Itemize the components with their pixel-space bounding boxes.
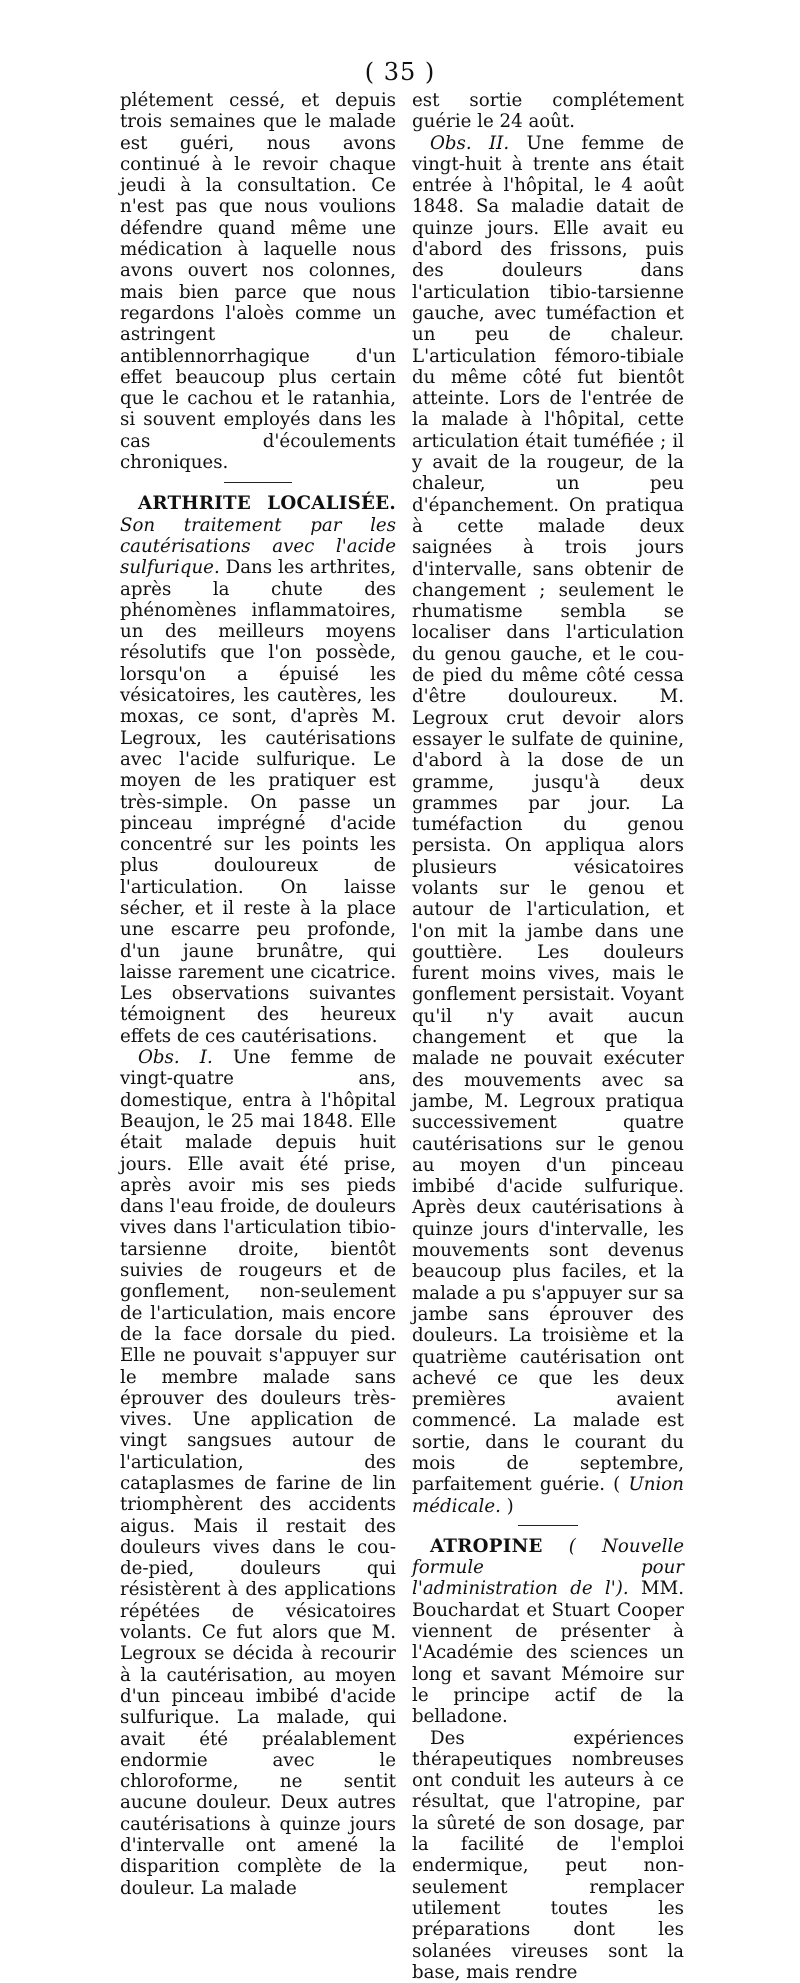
- section-heading-arthrite: ARTHRITE LOCALISÉE.: [138, 493, 396, 515]
- paragraph-atropine-intro: MM. Bouchardat et Stuart Cooper viennent de présenter à l'Académie des sciences un long et savant Mémoire sur le principe actif de la belladone.: [412, 1578, 684, 1728]
- paragraph-atropine-experiments: Des expériences thérapeutiques nombreuses ont conduit les auteurs à ce résultat, que l'atropine, par la sûreté de son dosage, par la facilité de l'emploi endermique, peut non-seulement remplacer utilement toutes les préparations dont les solanées vireuses sont la base, mais rendre: [412, 1727, 684, 1983]
- section-atropine: [412, 1536, 684, 1728]
- observation-1: [120, 1047, 396, 1899]
- section-separator: [224, 482, 292, 483]
- page-number: ( 35 ): [364, 58, 436, 86]
- paragraph-aloes-conclusion: plétement cessé, et depuis trois semaines que le malade est guéri, nous avons continué à le revoir chaque jeudi à la consultation. Ce n'est pas que nous voulions défendre quand même une médication à laquelle nous avons ouvert nos colonnes, mais bien parce que nous regardons l'aloès comme un astringent antiblennorrhagique d'un effet beaucoup plus certain que le cachou et le ratanhia, si souvent employés dans les cas d'écoulements chroniques.: [120, 90, 396, 474]
- source-citation: Union médicale.: [412, 1474, 684, 1517]
- section-subtitle-atropine: ( Nouvelle formule pour l'administration de l').: [412, 1535, 684, 1600]
- paragraph-arthrite-intro: Dans les arthrites, après la chute des phénomènes inflammatoires, un des meilleurs moyens résolutifs que l'on possède, lorsqu'on a épuisé les vésicatoires, les cautères, les moxas, ce sont, d'après M. Legroux, les cautérisations avec l'acide sulfurique. Le moyen de les pratiquer est très-simple. On passe un pinceau imprégné d'acide concentré sur les points les plus douloureux de l'articulation. On laisse sécher, et il reste à la place une escarre peu profonde, d'un jaune brunâtre, qui laisse rarement une cicatrice. Les observations suivantes témoignent des heureux effets de ces cautérisations.: [120, 557, 396, 1047]
- observation-1-text: Une femme de vingt-quatre ans, domestique, entra à l'hôpital Beaujon, le 25 mai 1848. Elle était malade depuis huit jours. Elle avait été prise, après avoir mis ses pieds dans l'eau froide, de douleurs vives dans l'articulation tibio-tarsienne droite, bientôt suivies de rougeurs et de gonflement, non-seulement de l'articulation, mais encore de la face dorsale du pied. Elle ne pouvait s'appuyer sur le membre malade sans éprouver des douleurs très-vives. Une application de vingt sangsues autour de l'articulation, des cataplasmes de farine de lin triomphèrent des accidents aigus. Mais il restait des douleurs vives dans le cou-de-pied, douleurs qui résistèrent à des applications répétées de vésicatoires volants. Ce fut alors que M. Legroux se décida à recourir à la cautérisation, au moyen d'un pinceau imbibé d'acide sulfurique. La malade, qui avait été préalablement endormie avec le chloroforme, ne sentit aucune douleur. Deux autres cautérisations à quinze jours d'intervalle ont amené la disparition complète de la douleur. La malade: [120, 1047, 396, 1899]
- section-subtitle-arthrite: Son traitement par les cautérisations avec l'acide sulfurique.: [120, 514, 396, 579]
- observation-1-continued: est sortie complétement guérie le 24 août.: [412, 90, 684, 133]
- right-column: [412, 90, 684, 1983]
- observation-1-label: Obs. I.: [138, 1047, 213, 1069]
- section-heading-atropine: ATROPINE: [430, 1535, 543, 1557]
- observation-2: [412, 133, 684, 1517]
- citation-close: ): [506, 1495, 514, 1517]
- section-arthrite: [120, 493, 396, 1047]
- left-column: [120, 90, 396, 1899]
- observation-2-label: Obs. II.: [430, 132, 510, 154]
- section-separator: [518, 1525, 578, 1526]
- observation-2-text: Une femme de vingt-huit à trente ans était entrée à l'hôpital, le 4 août 1848. Sa maladie datait de quinze jours. Elle avait eu d'abord des frissons, puis des douleurs dans l'articulation tibio-tarsienne gauche, avec tuméfaction et un peu de chaleur. L'articulation fémoro-tibiale du même côté fut bientôt atteinte. Lors de l'entrée de la malade à l'hôpital, cette articulation était tuméfiée ; il y avait de la rougeur, de la chaleur, un peu d'épanchement. On pratiqua à cette malade deux saignées à trois jours d'intervalle, sans obtenir de changement ; seulement le rhumatisme sembla se localiser dans l'articulation du genou gauche, et le cou-de pied du même côté cessa d'être douloureux. M. Legroux crut devoir alors essayer le sulfate de quinine, d'abord à la dose de un gramme, jusqu'à deux grammes par jour. La tuméfaction du genou persista. On appliqua alors plusieurs vésicatoires volants sur le genou et autour de l'articulation, et l'on mit la jambe dans une gouttière. Les douleurs furent moins vives, mais le gonflement persistait. Voyant qu'il n'y avait aucun changement et que la malade ne pouvait exécuter des mouvements avec sa jambe, M. Legroux pratiqua successivement quatre cautérisations sur le genou au moyen d'un pinceau imbibé d'acide sulfurique. Après deux cautérisations à quinze jours d'intervalle, les mouvements sont devenus beaucoup plus faciles, et la malade a pu s'appuyer sur sa jambe sans éprouver des douleurs. La troisième et la quatrième cautérisation ont achevé ce que les deux premières avaient commencé. La malade est sortie, dans le courant du mois de septembre, parfaitement guérie. (: [412, 132, 684, 1496]
